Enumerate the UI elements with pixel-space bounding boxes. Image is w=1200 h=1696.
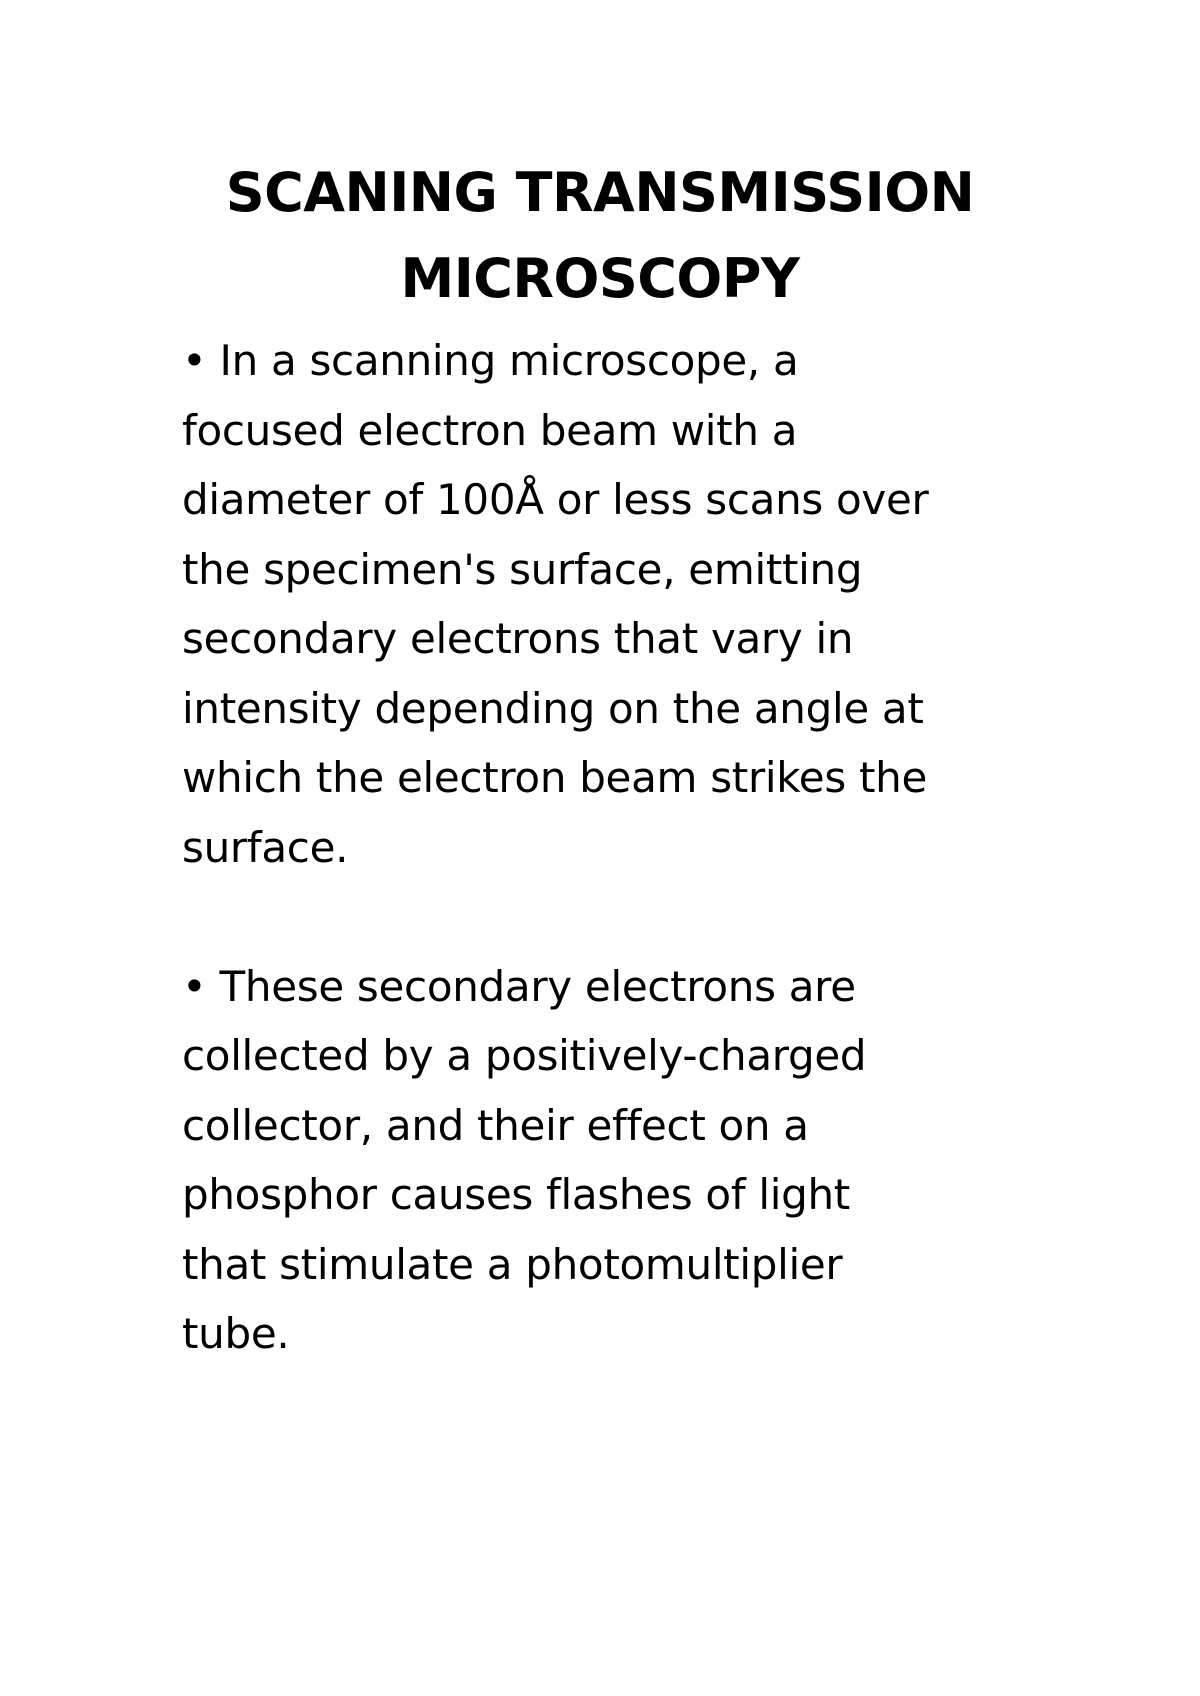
document-title	[150, 150, 1050, 322]
paragraph-2-line: collector, and their effect on a	[182, 1100, 809, 1150]
paragraph-1-line: secondary electrons that vary in	[182, 614, 854, 663]
paragraph-2	[182, 952, 1082, 1369]
paragraph-2-line: • These secondary electrons are	[182, 961, 856, 1011]
paragraph-1-line: intensity depending on the angle at	[182, 683, 924, 733]
paragraph-2-line: collected by a positively-charged	[182, 1031, 867, 1080]
paragraph-spacer	[182, 882, 1082, 952]
paragraph-1-line: which the electron beam strikes the	[182, 753, 928, 802]
paragraph-1-line: diameter of 100Å or less scans over	[182, 475, 929, 524]
document-body	[182, 326, 1082, 1369]
paragraph-2-line: phosphor causes flashes of light	[182, 1170, 850, 1219]
title-line-1: SCANING TRANSMISSION	[225, 161, 975, 224]
paragraph-1	[182, 326, 1082, 882]
paragraph-1-line: surface.	[182, 822, 349, 872]
paragraph-2-line: that stimulate a photomultiplier	[182, 1239, 843, 1289]
paragraph-1-line: focused electron beam with a	[182, 405, 798, 455]
paragraph-1-line: the specimen's surface, emitting	[182, 544, 863, 594]
title-line-2: MICROSCOPY	[400, 247, 800, 310]
paragraph-1-line: • In a scanning microscope, a	[182, 336, 799, 385]
paragraph-2-line: tube.	[182, 1309, 290, 1358]
